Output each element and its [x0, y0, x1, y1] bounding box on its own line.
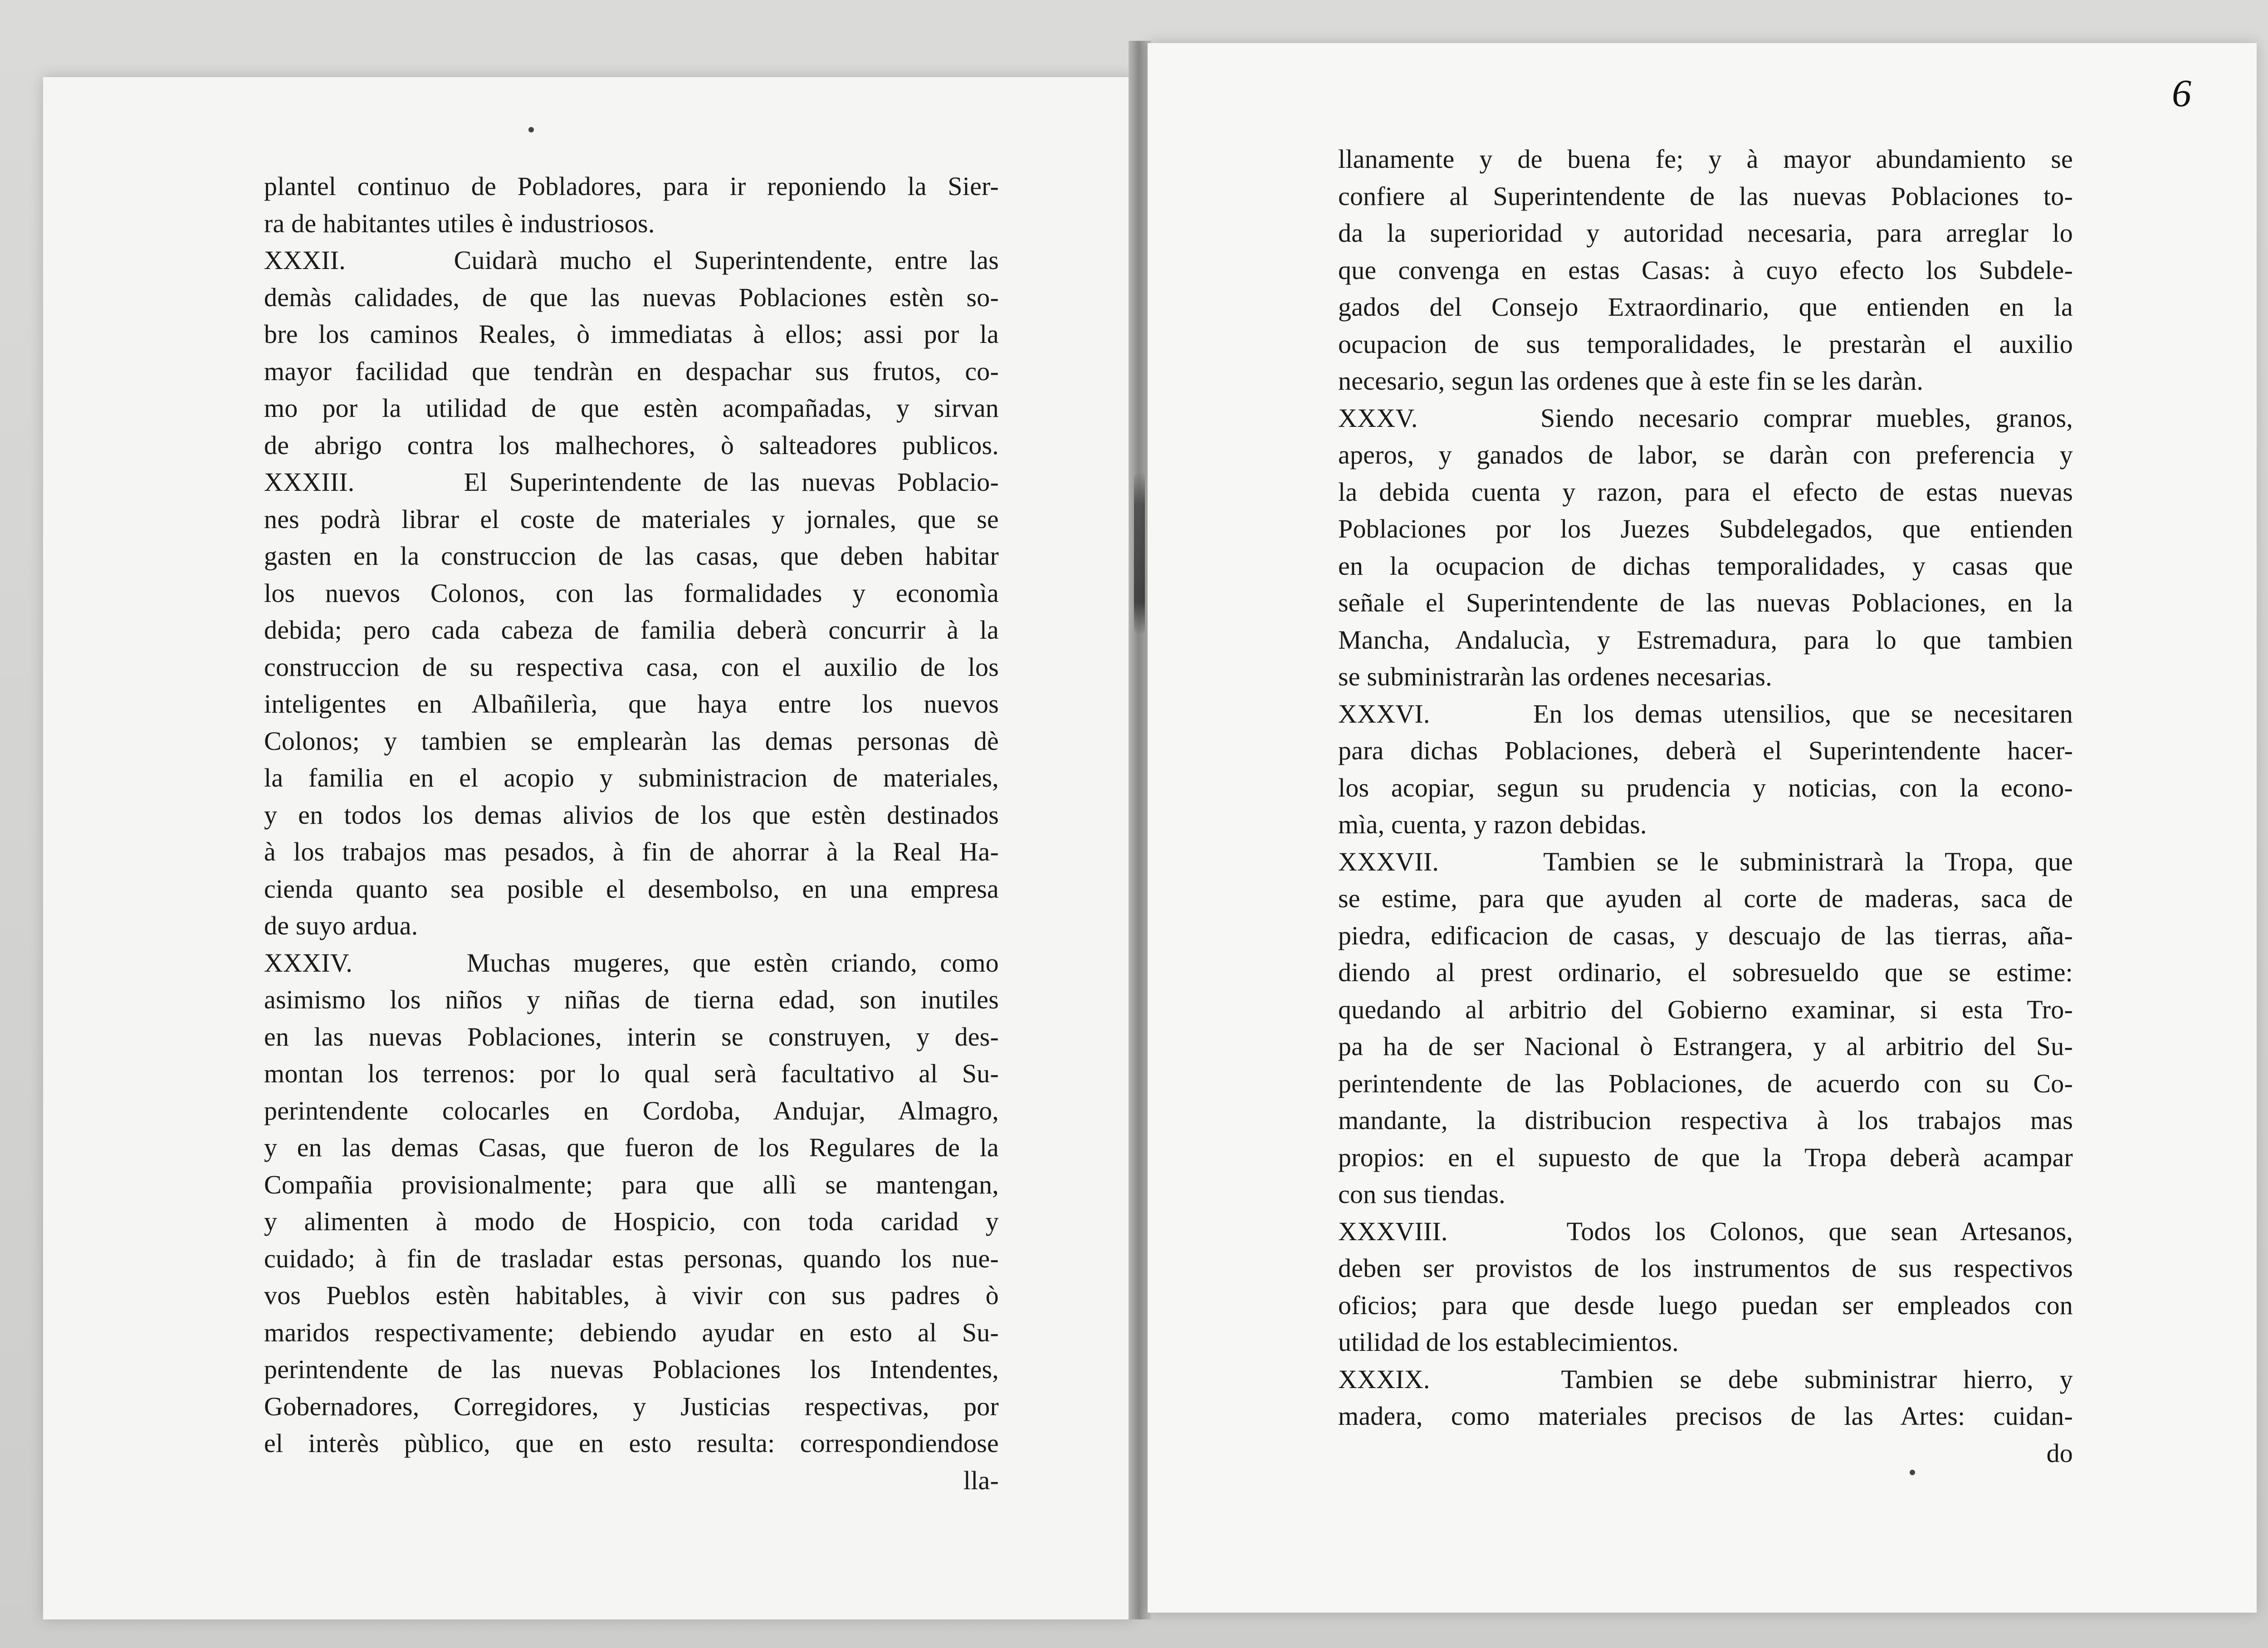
text-line: quedando al arbitrio del Gobierno examinar, si esta Tro- — [1338, 994, 2073, 1024]
text-line: XXXIX. Tambien se debe subministrar hierro, y — [1338, 1364, 2073, 1394]
page-number: 6 — [2172, 71, 2191, 115]
text-line: aperos, y ganados de labor, se daràn con preferencia y — [1338, 440, 2073, 469]
text-line: los nuevos Colonos, con las formalidades y economìa — [264, 578, 999, 608]
text-line: en la ocupacion de dichas temporalidades, y casas que — [1338, 551, 2073, 581]
text-line: nes podrà librar el coste de materiales y jornales, que se — [264, 504, 999, 534]
text-line: en las nuevas Poblaciones, interin se construyen, y des- — [264, 1022, 999, 1051]
text-line: diendo al prest ordinario, el sobresueldo que se estime: — [1338, 958, 2073, 987]
text-line: XXXVII. Tambien se le subministrarà la Tropa, que — [1338, 846, 2073, 876]
text-line: que convenga en estas Casas: à cuyo efecto los Subdele- — [1338, 255, 2073, 285]
text-line: perintendente de las Poblaciones, de acuerdo con su Co- — [1338, 1068, 2073, 1098]
text-line: XXXIV. Muchas mugeres, que estèn criando, como — [264, 948, 999, 978]
text-line: vos Pueblos estèn habitables, à vivir con sus padres ò — [264, 1281, 999, 1310]
text-line: mo por la utilidad de que estèn acompañadas, y sirvan — [264, 393, 999, 423]
text-line: confiere al Superintendente de las nuevas Poblaciones to- — [1338, 181, 2073, 211]
text-line: ra de habitantes utiles è industriosos. — [264, 208, 655, 238]
text-line: cuidado; à fin de trasladar estas personas, quando los nue- — [264, 1243, 999, 1273]
text-line: de suyo ardua. — [264, 911, 418, 940]
right-page — [1148, 43, 2257, 1613]
text-line: plantel continuo de Pobladores, para ir reponiendo la Sier- — [264, 171, 999, 201]
text-line: asimismo los niños y niñas de tierna edad, son inutiles — [264, 985, 999, 1014]
text-line: se subministraràn las ordenes necesarias. — [1338, 662, 1772, 691]
text-line: señale el Superintendente de las nuevas Poblaciones, en la — [1338, 588, 2073, 617]
text-line: y alimenten à modo de Hospicio, con toda caridad y — [264, 1207, 999, 1236]
text-line: bre los caminos Reales, ò immediatas à ellos; assi por la — [264, 319, 999, 349]
text-line: Mancha, Andalucìa, y Estremadura, para lo que tambien — [1338, 625, 2073, 655]
text-line: gados del Consejo Extraordinario, que entienden en la — [1338, 292, 2073, 322]
text-line: inteligentes en Albañilerìa, que haya entre los nuevos — [264, 689, 999, 719]
text-line: XXXV. Siendo necesario comprar muebles, granos, — [1338, 403, 2073, 433]
text-line: XXXII. Cuidarà mucho el Superintendente, entre las — [264, 245, 999, 275]
binding-thread — [1134, 472, 1145, 635]
text-line: mandante, la distribucion respectiva à los trabajos mas — [1338, 1105, 2073, 1135]
text-line: madera, como materiales precisos de las Artes: cuidan- — [1338, 1401, 2073, 1431]
text-line: Colonos; y tambien se emplearàn las demas personas dè — [264, 726, 999, 756]
text-line: Poblaciones por los Juezes Subdelegados, que entienden — [1338, 514, 2073, 543]
text-line: maridos respectivamente; debiendo ayudar en esto al Su- — [264, 1317, 999, 1347]
text-line: XXXVIII. Todos los Colonos, que sean Artesanos, — [1338, 1216, 2073, 1246]
text-line: XXXIII. El Superintendente de las nuevas Poblacio- — [264, 467, 999, 497]
text-line: utilidad de los establecimientos. — [1338, 1327, 1679, 1357]
text-line: piedra, edificacion de casas, y descuajo de las tierras, aña- — [1338, 920, 2073, 950]
text-line: la familia en el acopio y subministracion de materiales, — [264, 763, 999, 792]
text-line: Compañia provisionalmente; para que allì se mantengan, — [264, 1169, 999, 1199]
text-line: deben ser provistos de los instrumentos de sus respectivos — [1338, 1253, 2073, 1283]
text-line: à los trabajos mas pesados, à fin de ahorrar à la Real Ha- — [264, 837, 999, 866]
right-page-text — [1338, 141, 2073, 1472]
text-line: de abrigo contra los malhechores, ò salteadores publicos. — [264, 430, 999, 460]
text-line: demàs calidades, de que las nuevas Poblaciones estèn so- — [264, 282, 999, 312]
text-line: los acopiar, segun su prudencia y noticias, con la econo- — [1338, 773, 2073, 802]
text-line: pa ha de ser Nacional ò Estrangera, y al arbitrio del Su- — [1338, 1032, 2073, 1061]
text-line: necesario, segun las ordenes que à este fin se les daràn. — [1338, 366, 1924, 396]
text-line: gasten en la construccion de las casas, que deben habitar — [264, 541, 999, 571]
text-line: perintendente colocarles en Cordoba, Andujar, Almagro, — [264, 1095, 999, 1125]
text-line: se estime, para que ayuden al corte de maderas, saca de — [1338, 884, 2073, 913]
text-line: y en todos los demas alivios de los que estèn destinados — [264, 800, 999, 830]
text-line: debida; pero cada cabeza de familia deberà concurrir à la — [264, 615, 999, 645]
text-line: con sus tiendas. — [1338, 1179, 1505, 1209]
left-page — [43, 77, 1134, 1619]
text-line: llanamente y de buena fe; y à mayor abundamiento se — [1338, 144, 2073, 174]
text-line: Gobernadores, Corregidores, y Justicias respectivas, por — [264, 1391, 999, 1421]
text-line: cienda quanto sea posible el desembolso, en una empresa — [264, 874, 999, 904]
text-line: mìa, cuenta, y razon debidas. — [1338, 810, 1647, 839]
left-page-text — [264, 168, 999, 1499]
text-line: la debida cuenta y razon, para el efecto de estas nuevas — [1338, 477, 2073, 507]
text-line: da la superioridad y autoridad necesaria, para arreglar lo — [1338, 218, 2073, 248]
text-line: y en las demas Casas, que fueron de los Regulares de la — [264, 1133, 999, 1162]
text-line: el interès pùblico, que en esto resulta: correspondiendose — [264, 1428, 999, 1458]
text-line: construccion de su respectiva casa, con el auxilio de los — [264, 652, 999, 682]
text-line: XXXVI. En los demas utensilios, que se necesitaren — [1338, 699, 2073, 729]
ink-mark — [528, 127, 534, 132]
text-line: perintendente de las nuevas Poblaciones los Intendentes, — [264, 1355, 999, 1384]
text-line: para dichas Poblaciones, deberà el Superintendente hacer- — [1338, 736, 2073, 765]
catchword: lla- — [963, 1465, 999, 1495]
text-line: montan los terrenos: por lo qual serà facultativo al Su- — [264, 1059, 999, 1088]
text-line: mayor facilidad que tendràn en despachar sus frutos, co- — [264, 356, 999, 386]
text-line: oficios; para que desde luego puedan ser empleados con — [1338, 1290, 2073, 1320]
text-line: propios: en el supuesto de que la Tropa deberà acampar — [1338, 1142, 2073, 1172]
catchword: do — [2046, 1438, 2073, 1468]
text-line: ocupacion de sus temporalidades, le prestaràn el auxilio — [1338, 329, 2073, 359]
